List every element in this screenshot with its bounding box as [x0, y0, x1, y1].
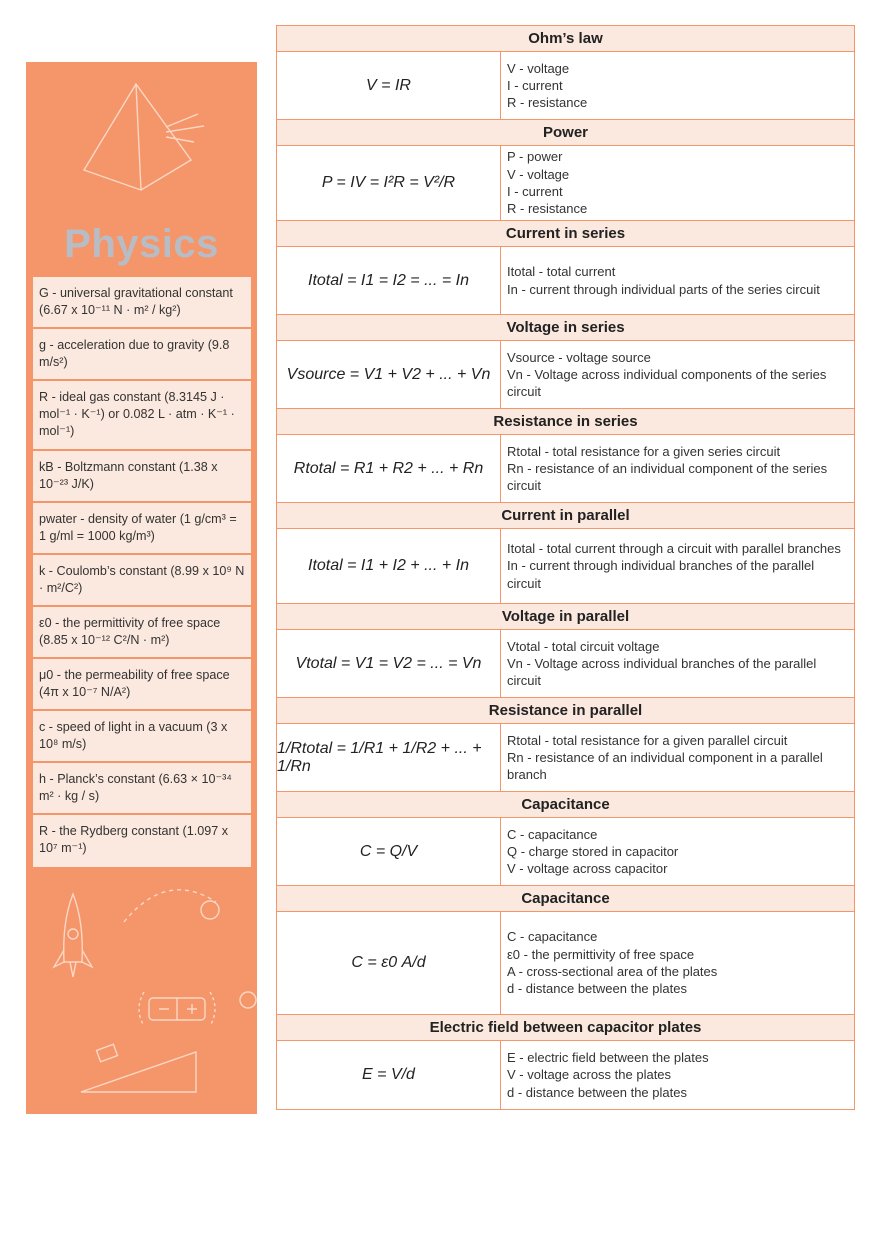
description-power: P - power V - voltage I - current R - resistance	[507, 149, 588, 217]
description-ohms-law: V - voltage I - current R - resistance	[507, 60, 588, 111]
section-title-resistance-parallel: Resistance in parallel	[277, 698, 854, 724]
constants-list	[33, 277, 251, 867]
formula-power: P = IV = I²R = V²/R	[277, 146, 501, 220]
section-ohms-law	[277, 52, 854, 120]
section-title-current-series: Current in series	[277, 221, 854, 247]
constant-coulomb: k - Coulomb’s constant (8.99 x 10⁹ N · m²/C²)	[33, 555, 251, 607]
constant-gravitational: G - universal gravitational constant (6.67 x 10⁻¹¹ N · m² / kg²)	[33, 277, 251, 329]
section-resistance-parallel	[277, 724, 854, 792]
circle-icon	[240, 992, 256, 1008]
sidebar-title: Physics	[64, 222, 219, 266]
formula-ohms-law: V = IR	[277, 52, 501, 119]
constant-boltzmann: kB - Boltzmann constant (1.38 x 10⁻²³ J/K)	[33, 451, 251, 503]
formula-voltage-parallel: Vtotal = V1 = V2 = ... = Vn	[277, 630, 501, 697]
constant-permeability: μ0 - the permeability of free space (4π x 10⁻⁷ N/A²)	[33, 659, 251, 711]
description-resistance-parallel: Rtotal - total resistance for a given parallel circuit Rn - resistance of an individual component in a parallel branch	[507, 732, 823, 783]
section-voltage-parallel	[277, 630, 854, 698]
constant-water-density: pwater - density of water (1 g/cm³ = 1 g/ml = 1000 kg/m³)	[33, 503, 251, 555]
formula-capacitance: C = Q/V	[277, 818, 501, 885]
section-title-resistance-series: Resistance in series	[277, 409, 854, 435]
description-voltage-series: Vsource - voltage source Vn - Voltage across individual components of the series circuit	[507, 349, 827, 400]
section-resistance-series	[277, 435, 854, 503]
formula-table	[276, 25, 855, 1110]
section-current-parallel	[277, 529, 854, 604]
constant-gravity: g - acceleration due to gravity (9.8 m/s²)	[33, 329, 251, 381]
section-title-electric-field: Electric field between capacitor plates	[277, 1015, 854, 1041]
formula-current-series: Itotal = I1 = I2 = ... = In	[277, 247, 501, 314]
section-title-ohms-law: Ohm’s law	[277, 26, 854, 52]
formula-capacitance-plates: C = ε0 A/d	[277, 912, 501, 1014]
constant-light-speed: c - speed of light in a vacuum (3 x 10⁸ m/s)	[33, 711, 251, 763]
battery-icon	[139, 992, 215, 1026]
formula-resistance-parallel: 1/Rtotal = 1/R1 + 1/R2 + ... + 1/Rn	[277, 724, 501, 791]
section-capacitance-plates	[277, 912, 854, 1015]
description-capacitance: C - capacitance Q - charge stored in capacitor V - voltage across capacitor	[507, 826, 679, 877]
section-current-series	[277, 247, 854, 315]
description-capacitance-plates: C - capacitance ε0 - the permittivity of free space A - cross-sectional area of the plates d - distance between the plates	[507, 929, 718, 997]
sidebar	[26, 62, 257, 1114]
section-title-power: Power	[277, 120, 854, 146]
formula-resistance-series: Rtotal = R1 + R2 + ... + Rn	[277, 435, 501, 502]
section-title-current-parallel: Current in parallel	[277, 503, 854, 529]
constant-planck: h - Planck’s constant (6.63 × 10⁻³⁴ m² · kg / s)	[33, 763, 251, 815]
section-electric-field	[277, 1041, 854, 1109]
section-title-capacitance: Capacitance	[277, 792, 854, 818]
rocket-icon	[54, 894, 92, 977]
section-title-voltage-parallel: Voltage in parallel	[277, 604, 854, 630]
section-power	[277, 146, 854, 221]
prism-icon	[84, 84, 204, 190]
section-title-capacitance-plates: Capacitance	[277, 886, 854, 912]
formula-voltage-series: Vsource = V1 + V2 + ... + Vn	[277, 341, 501, 408]
constant-permittivity: ε0 - the permittivity of free space (8.85 x 10⁻¹² C²/N · m²)	[33, 607, 251, 659]
description-resistance-series: Rtotal - total resistance for a given series circuit Rn - resistance of an individual component of the series circuit	[507, 443, 828, 494]
constant-gas: R - ideal gas constant (8.3145 J · mol⁻¹ · K⁻¹) or 0.082 L · atm · K⁻¹ · mol⁻¹)	[33, 381, 251, 451]
description-electric-field: E - electric field between the plates V - voltage across the plates d - distance between the plates	[507, 1050, 709, 1100]
incline-icon	[81, 1044, 196, 1092]
description-current-parallel: Itotal - total current through a circuit with parallel branches In - current through individual branches of the parallel circuit	[507, 541, 841, 591]
formula-electric-field: E = V/d	[277, 1041, 501, 1109]
ball-icon	[201, 901, 219, 919]
description-voltage-parallel: Vtotal - total circuit voltage Vn - Voltage across individual branches of the parallel circuit	[507, 638, 817, 689]
constant-rydberg: R - the Rydberg constant (1.097 x 10⁷ m⁻¹)	[33, 815, 251, 867]
description-current-series: Itotal - total current In - current through individual parts of the series circuit	[507, 264, 820, 297]
section-voltage-series	[277, 341, 854, 409]
section-capacitance	[277, 818, 854, 886]
section-title-voltage-series: Voltage in series	[277, 315, 854, 341]
formula-current-parallel: Itotal = I1 + I2 + ... + In	[277, 529, 501, 603]
